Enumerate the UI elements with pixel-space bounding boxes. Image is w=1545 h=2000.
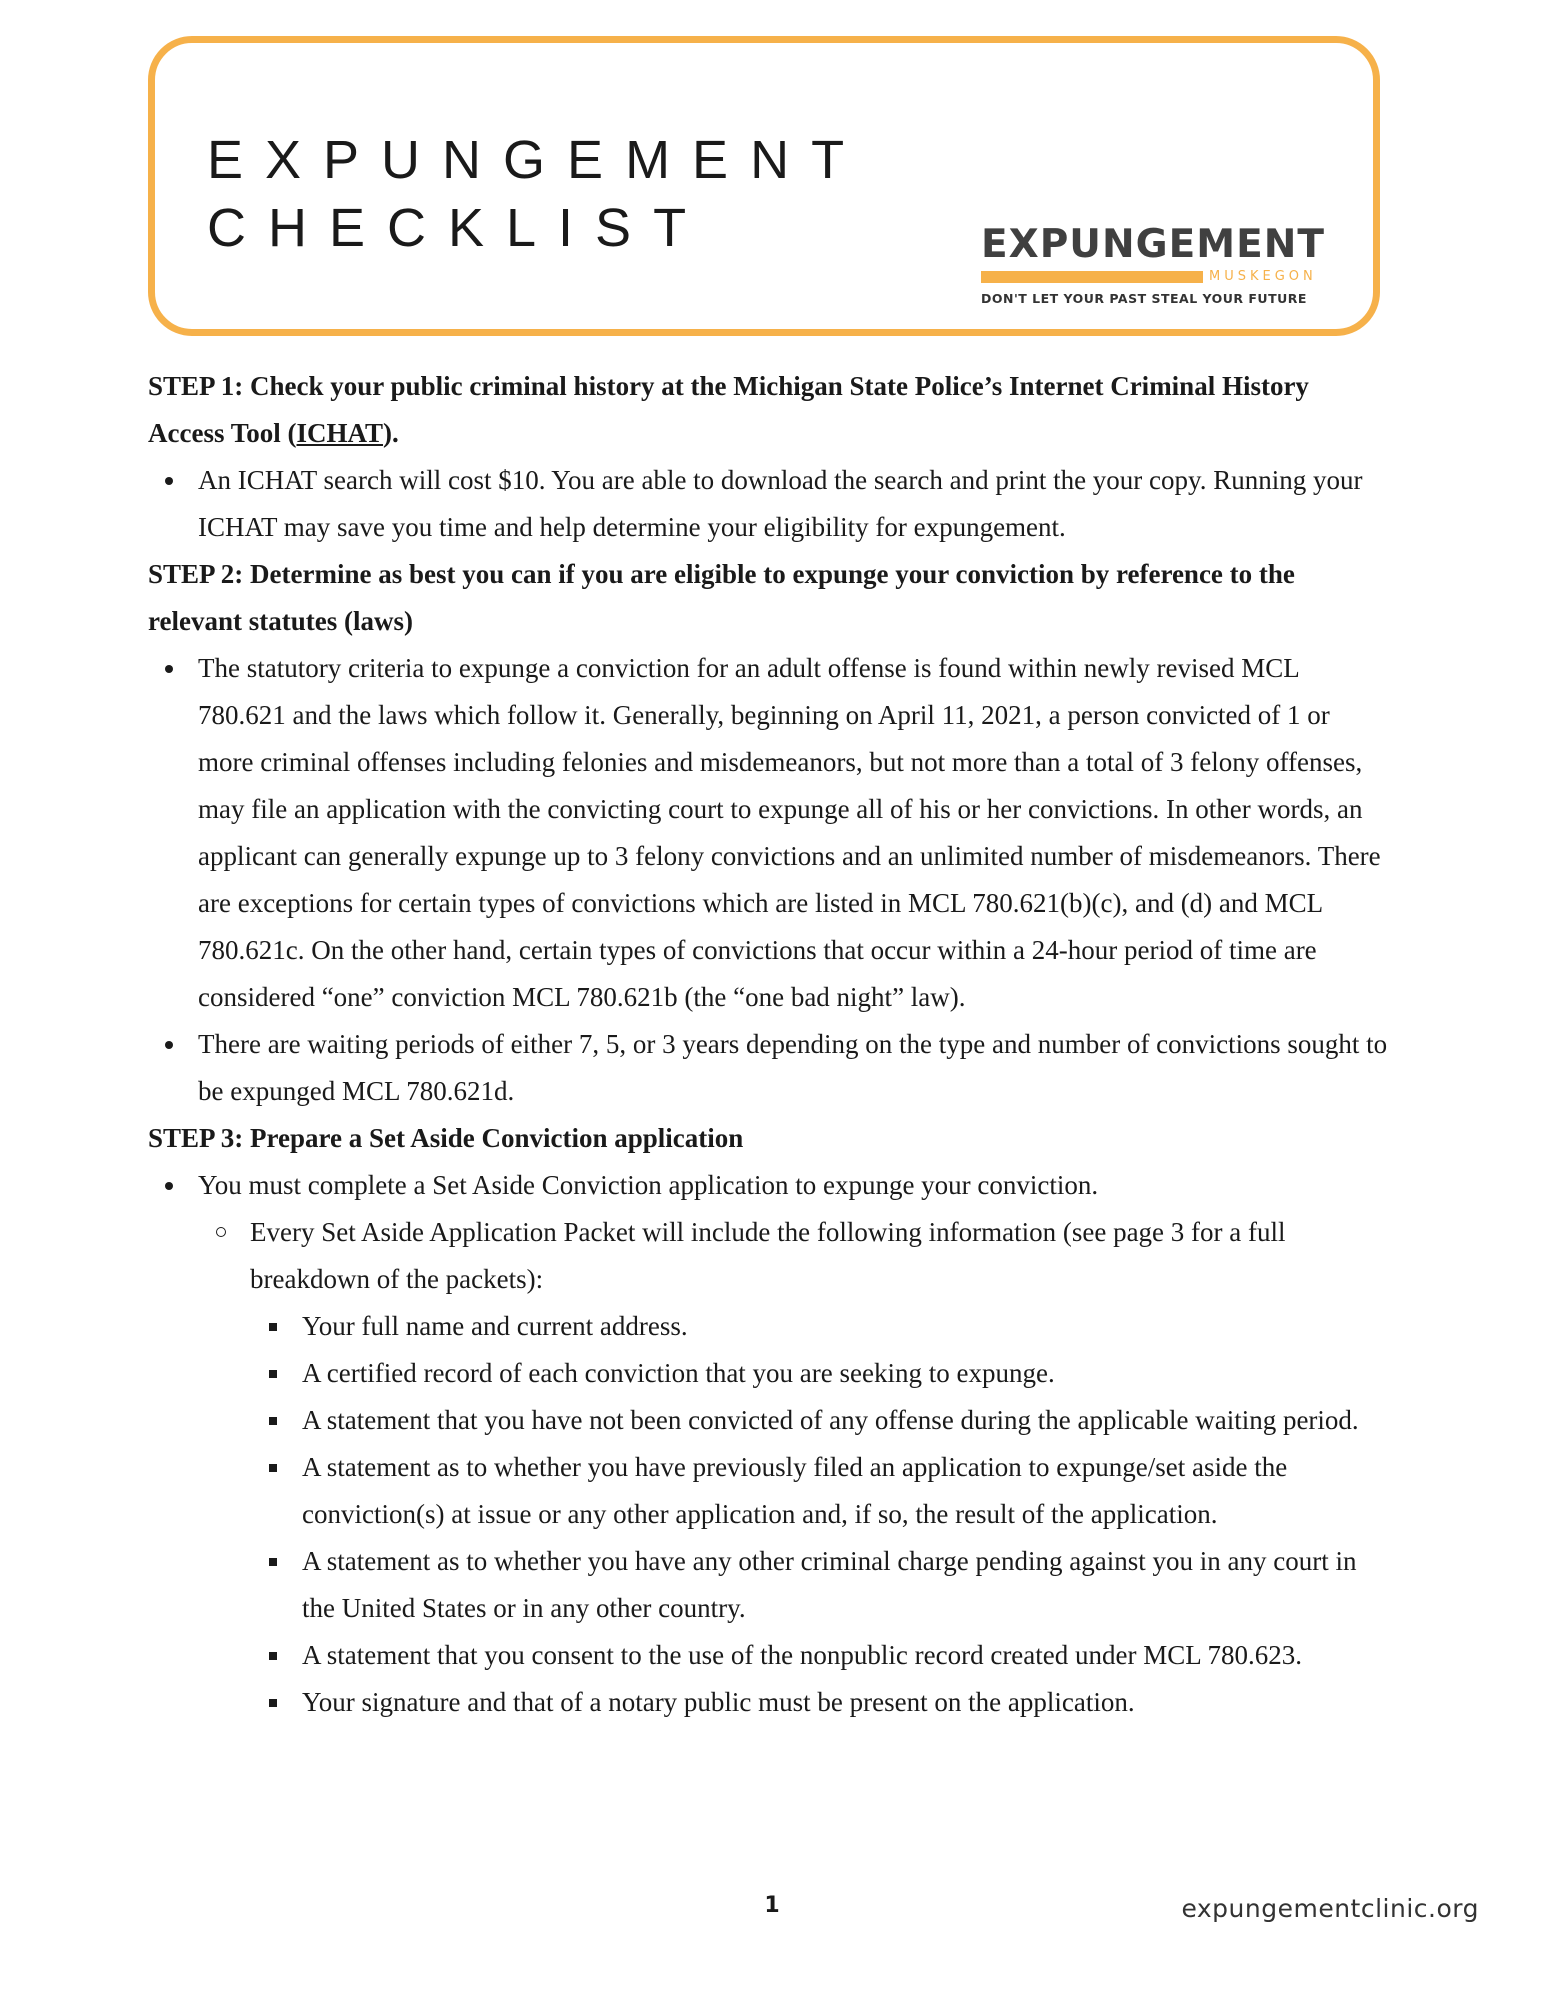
step2-heading: STEP 2: Determine as best you can if you are eligible to expunge your conviction by reference to the relevant statutes (laws) [148,559,1295,636]
step3-heading: STEP 3: Prepare a Set Aside Conviction application [148,1123,744,1153]
logo-wordmark: EXPUNGEMENT [981,222,1325,267]
list-item [198,1209,1388,1726]
packet-info-text: Every Set Aside Application Packet will include the following information (see page 3 for a full breakdown of the packets): [250,1217,1286,1294]
list-item: A certified record of each conviction that you are seeking to expunge. [250,1350,1388,1397]
list-item: A statement that you consent to the use of the nonpublic record created under MCL 780.623. [250,1632,1388,1679]
step3-bullet-text: You must complete a Set Aside Conviction application to expunge your conviction. [198,1170,1099,1200]
step3-bullets [148,1162,1388,1726]
header-box [148,36,1380,336]
list-item: The statutory criteria to expunge a conviction for an adult offense is found within newly revised MCL 780.621 and the laws which follow it. Generally, beginning on April 11, 2021, a person convicted of 1 or more criminal offenses including felonies and misdemeanors, but not more than a total of 3 felony offenses, may file an application with the convicting court to expunge all of his or her convictions. In other words, an applicant can generally expunge up to 3 felony convictions and an unlimited number of misdemeanors. There are exceptions for certain types of convictions which are listed in MCL 780.621(b)(c), and (d) and MCL 780.621c. On the other hand, certain types of convictions that occur within a 24-hour period of time are considered “one” conviction MCL 780.621b (the “one bad night” law). [148,645,1388,1021]
step3-sub-bullets [198,1209,1388,1726]
list-item: A statement as to whether you have any other criminal charge pending against you in any court in the United States or in any other country. [250,1538,1388,1632]
list-item: Your full name and current address. [250,1303,1388,1350]
list-item: An ICHAT search will cost $10. You are able to download the search and print the your copy. Running your ICHAT may save you time and help determine your eligibility for expungement. [148,457,1388,551]
step2-bullets [148,645,1388,1115]
step1-heading [148,363,1388,457]
list-item: Your signature and that of a notary public must be present on the application. [250,1679,1388,1726]
logo-subtitle: MUSKEGON [1209,269,1317,284]
packet-items [250,1303,1388,1726]
ichat-link[interactable]: ICHAT [296,418,384,448]
step1-bullets [148,457,1388,551]
list-item: There are waiting periods of either 7, 5, or 3 years depending on the type and number of convictions sought to be expunged MCL 780.621d. [148,1021,1388,1115]
logo-bar-row [981,270,1337,283]
logo-accent-bar [981,271,1203,283]
page-title-line1: EXPUNGEMENT [207,130,867,190]
page-number: 1 [764,1893,780,1918]
page-title-line2: CHECKLIST [207,198,709,258]
list-item [148,1162,1388,1726]
step1-heading-end: ). [383,418,399,448]
logo-tagline: DON'T LET YOUR PAST STEAL YOUR FUTURE [981,291,1307,306]
checklist-content [148,363,1388,1726]
footer-website[interactable]: expungementclinic.org [1181,1894,1479,1923]
step1-heading-text: STEP 1: Check your public criminal history at the Michigan State Police’s Internet Criminal History Access Tool ( [148,371,1309,448]
list-item: A statement that you have not been convicted of any offense during the applicable waiting period. [250,1397,1388,1444]
expungement-muskegon-logo [981,222,1337,306]
list-item: A statement as to whether you have previously filed an application to expunge/set aside the conviction(s) at issue or any other application and, if so, the result of the application. [250,1444,1388,1538]
